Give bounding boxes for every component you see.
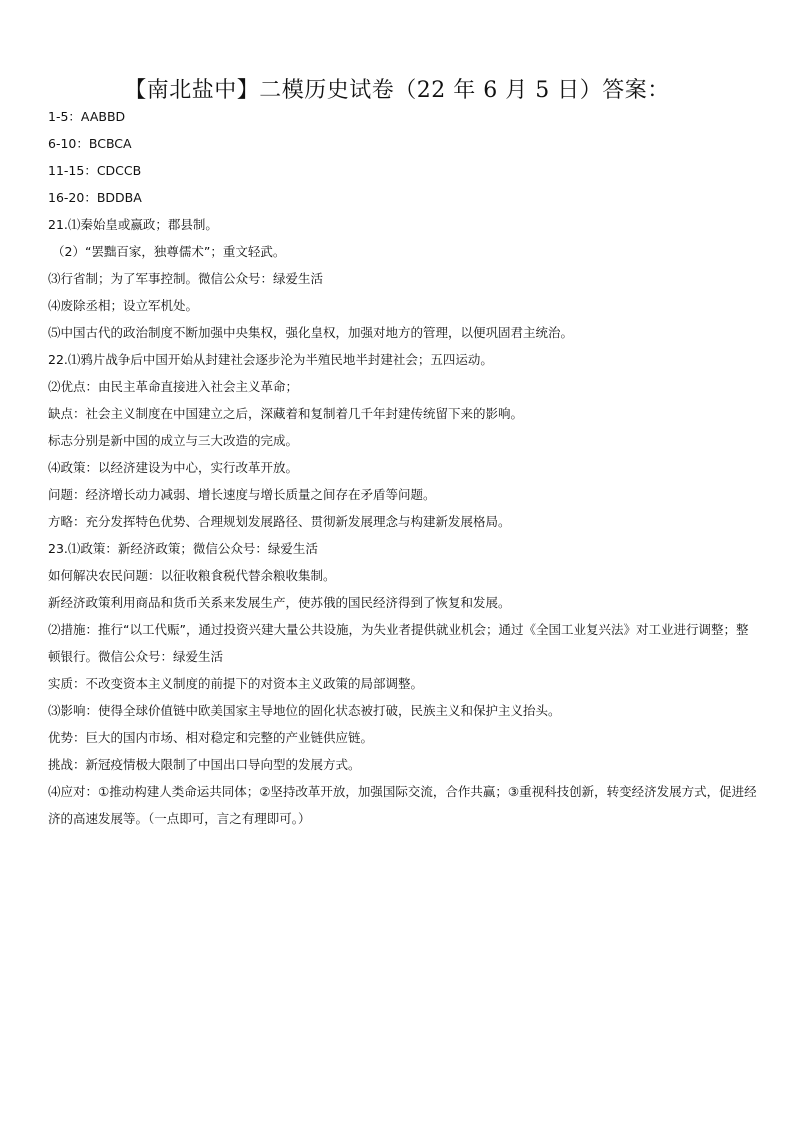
answer-line-23-3-impact: ⑶影响：使得全球价值链中欧美国家主导地位的固化状态被打破，民族主义和保护主义抬头。 [48, 703, 561, 718]
answer-line-mc-11-15: 11-15：CDCCB [48, 163, 142, 178]
answer-line-21-2: （2）“罢黜百家，独尊儒术”；重文轻武。 [52, 244, 286, 259]
answer-line-23-1-policy: 23.⑴政策：新经济政策；微信公众号：绿爱生活 [48, 541, 318, 556]
answer-line-22-4-policy: ⑷政策：以经济建设为中心，实行改革开放。 [48, 460, 299, 475]
answer-line-23-2-essence: 实质：不改变资本主义制度的前提下的对资本主义政策的局部调整。 [48, 676, 424, 691]
answer-line-22-4-problem: 问题：经济增长动力减弱、增长速度与增长质量之间存在矛盾等问题。 [48, 487, 436, 502]
answer-body [48, 103, 758, 832]
answer-line-mc-1-5: 1-5：AABBD [48, 109, 126, 124]
page-title: 【南北盐中】二模历史试卷（22 年 6 月 5 日）答案： [124, 78, 670, 103]
answer-line-mc-6-10: 6-10：BCBCA [48, 136, 132, 151]
answer-line-22-3: 标志分别是新中国的成立与三大改造的完成。 [48, 433, 299, 448]
answer-line-23-1-peasant: 如何解决农民问题：以征收粮食税代替余粮收集制。 [48, 568, 336, 583]
answer-line-23-2-measures: ⑵措施：推行“以工代赈”，通过投资兴建大量公共设施，为失业者提供就业机会；通过《全国工业复兴法》对工业进行调整；整顿银行。微信公众号：绿爱生活 [48, 622, 749, 664]
answer-line-23-3-challenge: 挑战：新冠疫情极大限制了中国出口导向型的发展方式。 [48, 757, 361, 772]
answer-line-21-3: ⑶行省制；为了军事控制。微信公众号：绿爱生活 [48, 271, 324, 286]
answer-line-21-1: 21.⑴秦始皇或嬴政；郡县制。 [48, 217, 218, 232]
answer-line-21-5: ⑸中国古代的政治制度不断加强中央集权，强化皇权，加强对地方的管理，以便巩固君主统治。 [48, 325, 574, 340]
answer-line-22-1: 22.⑴鸦片战争后中国开始从封建社会逐步沦为半殖民地半封建社会；五四运动。 [48, 352, 493, 367]
answer-line-22-2-advantage: ⑵优点：由民主革命直接进入社会主义革命； [48, 379, 299, 394]
answer-line-21-4: ⑷废除丞相；设立军机处。 [48, 298, 199, 313]
answer-line-22-2-disadvantage: 缺点：社会主义制度在中国建立之后，深藏着和复制着几千年封建传统留下来的影响。 [48, 406, 524, 421]
answer-line-23-1-nep: 新经济政策利用商品和货币关系来发展生产，使苏俄的国民经济得到了恢复和发展。 [48, 595, 511, 610]
answer-line-mc-16-20: 16-20：BDDBA [48, 190, 142, 205]
answer-line-22-4-strategy: 方略：充分发挥特色优势、合理规划发展路径、贯彻新发展理念与构建新发展格局。 [48, 514, 511, 529]
answer-line-23-3-advantage: 优势：巨大的国内市场、相对稳定和完整的产业链供应链。 [48, 730, 374, 745]
answer-line-23-4-response: ⑷应对：①推动构建人类命运共同体；②坚持改革开放，加强国际交流，合作共赢；③重视科技创新，转变经济发展方式，促进经济的高速发展等。（一点即可，言之有理即可。） [48, 784, 757, 826]
